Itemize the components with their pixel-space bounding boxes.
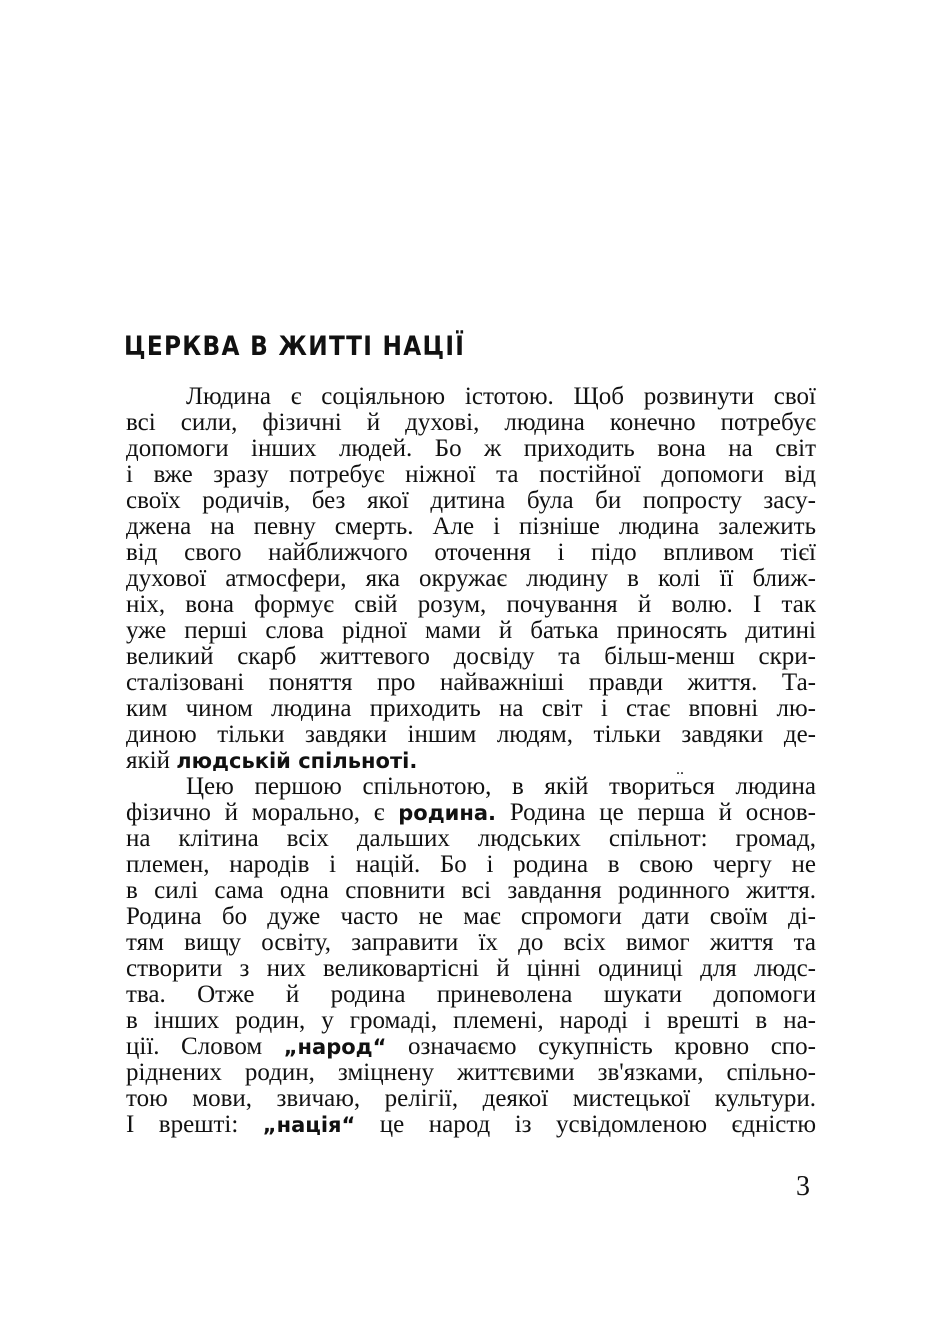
text-line	[126, 800, 816, 826]
text-line	[126, 514, 816, 540]
line-text: уже перші слова рідної мами й батька приносять дитині	[126, 617, 816, 644]
text-line	[126, 566, 816, 592]
text-line	[126, 592, 816, 618]
text-line	[126, 956, 816, 982]
line-text-after: Родина це перша й основ-	[496, 799, 816, 826]
text-line	[126, 670, 816, 696]
text-line	[126, 1034, 816, 1060]
text-line	[126, 878, 816, 904]
text-line	[126, 748, 816, 774]
emphasized-term: „народ“	[283, 1035, 387, 1059]
line-text: тва. Отже й родина приневолена шукати допомоги	[126, 981, 816, 1008]
line-text: сталізовані поняття про найважніші правди життя. Та-	[126, 669, 816, 696]
line-text: всі сили, фізичні й духові, людина конечно потребує	[126, 409, 816, 436]
line-text: на клітина всіх дальших людських спільнот: громад,	[126, 825, 816, 852]
body-text	[126, 384, 816, 1138]
line-text: і вже зразу потребує ніжної та постійної допомоги від	[126, 461, 816, 488]
line-text: створити з них великовартісні й цінні одиниці для людс-	[126, 955, 816, 982]
line-text: в силі сама одна сповнити всі завдання родинного життя.	[126, 877, 816, 904]
text-line	[126, 1008, 816, 1034]
text-line	[126, 436, 816, 462]
line-text: джена на певну смерть. Але і пізніше людина залежить	[126, 513, 816, 540]
line-text: Людина є соціяльною істотою. Щоб розвинути свої	[186, 383, 816, 410]
line-text: в інших родин, у громаді, племені, народі і врешті в на-	[126, 1007, 816, 1034]
text-line	[126, 618, 816, 644]
text-line	[126, 540, 816, 566]
emphasized-term: родина.	[398, 801, 497, 825]
text-line	[126, 852, 816, 878]
text-line	[126, 462, 816, 488]
line-text: від свого найближчого оточення і підо впливом тієї	[126, 539, 816, 566]
text-line	[126, 774, 816, 800]
text-line	[126, 930, 816, 956]
line-text: ким чином людина приходить на світ і стає вповні лю-	[126, 695, 816, 722]
line-text: фізично й морально, є	[126, 799, 399, 826]
line-text: ріднених родин, зміцнену життєвими зв'язками, спільно-	[126, 1059, 816, 1086]
line-text: допомоги інших людей. Бо ж приходить вона на світ	[126, 435, 816, 462]
line-text: тям вищу освіту, заправити їх до всіх вимог життя та	[126, 929, 816, 956]
text-line	[126, 1086, 816, 1112]
line-text: диною тільки завдяки іншим людям, тільки завдяки де-	[126, 721, 816, 748]
text-line	[126, 1060, 816, 1086]
text-line	[126, 410, 816, 436]
text-line	[126, 826, 816, 852]
emphasized-term: людській спільноті.	[176, 749, 418, 773]
line-text-after: це народ із усвідомленою єдністю	[355, 1111, 816, 1138]
line-text: духової атмосфери, яка окружає людину в колі її ближ-	[126, 565, 816, 592]
line-text: ції. Словом	[126, 1033, 284, 1060]
text-line	[126, 722, 816, 748]
line-text: Родина бо дуже часто не має спромоги дати своїм ді-	[126, 903, 816, 930]
text-line	[126, 488, 816, 514]
line-text: ніх, вона формує свій розум, почування й волю. І так	[126, 591, 816, 618]
text-line	[126, 384, 816, 410]
line-text: великий скарб життевого досвіду та більш-менш скри-	[126, 643, 816, 670]
chapter-heading: ЦЕРКВА В ЖИТТІ НАЦІЇ	[124, 331, 466, 362]
text-line	[126, 904, 816, 930]
text-line	[126, 1112, 816, 1138]
text-line	[126, 696, 816, 722]
emphasized-term: „нація“	[262, 1113, 356, 1137]
print-speck: ..	[676, 761, 684, 778]
line-text: І врешті:	[126, 1111, 263, 1138]
text-line	[126, 982, 816, 1008]
page-number: 3	[796, 1171, 810, 1202]
line-text: якій	[126, 747, 177, 774]
line-text: тою мови, звичаю, релігії, деякої мистецької культури.	[126, 1085, 816, 1112]
text-line	[126, 644, 816, 670]
line-text: племен, народів і націй. Бо і родина в свою чергу не	[126, 851, 816, 878]
line-text: Цею першою спільнотою, в якій твориться людина	[186, 773, 816, 800]
line-text-after: означаємо сукупність кровно спо-	[386, 1033, 816, 1060]
line-text: своїх родичів, без якої дитина була би попросту засу-	[126, 487, 816, 514]
